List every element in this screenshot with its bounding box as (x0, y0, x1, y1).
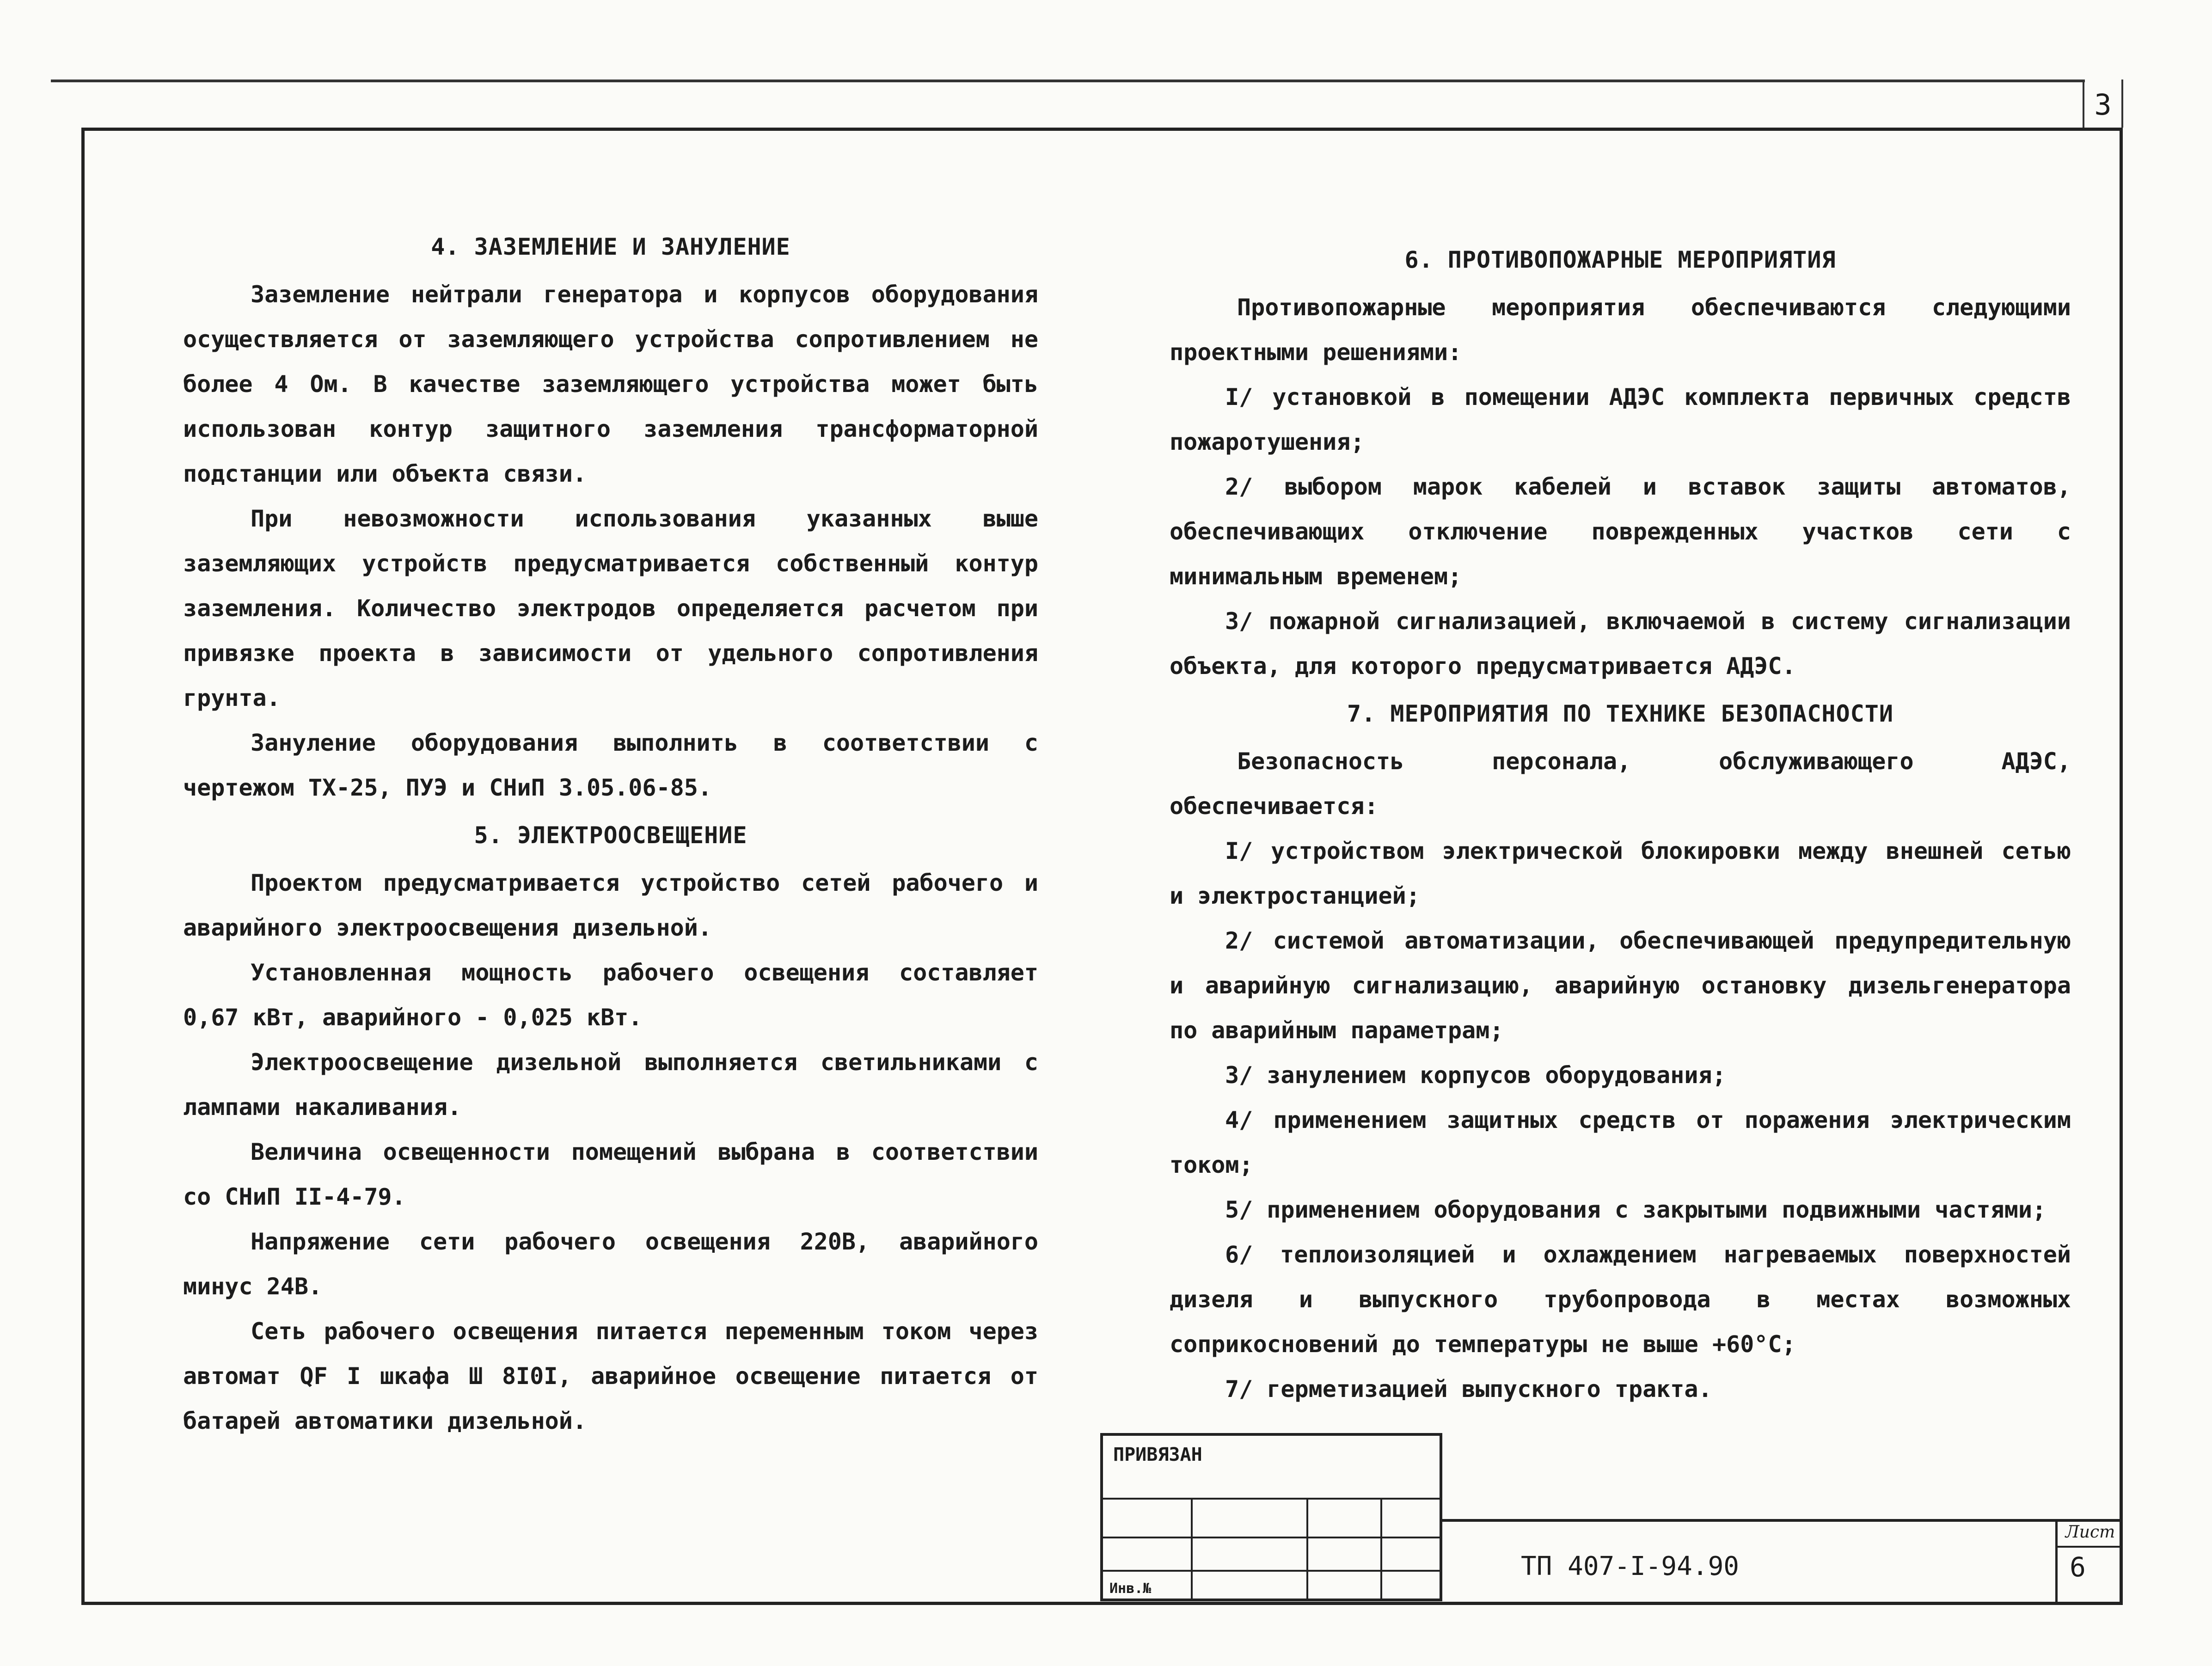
stamp-col-divider (1191, 1498, 1193, 1599)
binding-stamp-table (1100, 1433, 1442, 1601)
left-column (183, 222, 1038, 1444)
section-5-paragraph-3: Электроосвещение дизельной выполняется светильниками с лампами накаливания. (183, 1049, 1038, 1121)
stamp-row-divider (1103, 1570, 1440, 1572)
section-5-paragraph-5: Напряжение сети рабочего освещения 220В, аварийного минус 24В. (183, 1228, 1038, 1300)
section-6-paragraph-intro: Противопожарные мероприятия обеспечиваются следующими проектными решениями: (1170, 294, 2071, 366)
sheet-corner-mark (2083, 80, 2123, 128)
section-4-paragraph-2: При невозможности использования указанных выше заземляющих устройств предусматривается собственный контур заземления. Количество электродов определяется расчетом при привязке проекта в зависимости от удельного сопротивления грунта. (183, 505, 1038, 711)
section-5-paragraph-2: Установленная мощность рабочего освещения составляет 0,67 кВт, аварийного - 0,025 кВт. (183, 959, 1038, 1031)
stamp-row-divider (1103, 1537, 1440, 1538)
section-5-paragraph-1: Проектом предусматривается устройство сетей рабочего и аварийного электроосвещения дизельной. (183, 870, 1038, 941)
stamp-col-divider (1306, 1498, 1308, 1599)
section-7-item-4: 4/ применением защитных средств от поражения электрическим током; (1170, 1107, 2071, 1178)
stamp-row-divider (1103, 1498, 1440, 1500)
section-5-heading: 5. ЭЛЕКТРООСВЕЩЕНИЕ (474, 822, 748, 849)
sheet-number: 6 (2070, 1551, 2086, 1583)
section-7-item-7: 7/ герметизацией выпускного тракта. (1225, 1376, 1712, 1403)
section-7-item-1: I/ устройством электрической блокировки между внешней сетью и электростанцией; (1170, 838, 2071, 909)
top-border-line (51, 80, 2085, 82)
section-6-heading: 6. ПРОТИВОПОЖАРНЫЕ МЕРОПРИЯТИЯ (1404, 246, 1836, 273)
stamp-privyazan-label: ПРИВЯЗАН (1113, 1444, 1202, 1465)
section-7-item-5: 5/ применением оборудования с закрытыми подвижными частями; (1225, 1196, 2047, 1223)
stamp-inventory-label: Инв.№ (1109, 1580, 1152, 1597)
section-6-item-1: I/ установкой в помещении АДЭС комплекта первичных средств пожаротушения; (1170, 384, 2071, 455)
section-7-item-6: 6/ теплоизоляцией и охлаждением нагреваемых поверхностей дизеля и выпускного трубопровода в местах возможных соприкосновений до температуры не выше +60°С; (1170, 1241, 2071, 1358)
section-5-paragraph-4: Величина освещенности помещений выбрана в соответствии со СНиП II-4-79. (183, 1139, 1038, 1210)
section-7-heading: 7. МЕРОПРИЯТИЯ ПО ТЕХНИКЕ БЕЗОПАСНОСТИ (1347, 700, 1893, 727)
section-4-heading: 4. ЗАЗЕМЛЕНИЕ И ЗАНУЛЕНИЕ (431, 233, 790, 260)
section-7-item-3: 3/ занулением корпусов оборудования; (1225, 1062, 1726, 1089)
section-5-paragraph-6: Сеть рабочего освещения питается переменным током через автомат QF I шкафа Ш 8I0I, аварийное освещение питается от батарей автоматики дизельной. (183, 1318, 1038, 1434)
section-4-paragraph-1: Заземление нейтрали генератора и корпусов оборудования осуществляется от заземляющего устройства сопротивлением не более 4 Ом. В качестве заземляющего устройства может быть использован контур защитного заземления трансформаторной подстанции или объекта связи. (183, 281, 1038, 487)
section-4-paragraph-3: Зануление оборудования выполнить в соответствии с чертежом ТХ-25, ПУЭ и СНиП 3.05.06-85. (183, 729, 1038, 801)
section-7-item-2: 2/ системой автоматизации, обеспечивающей предупредительную и аварийную сигнализацию, аварийную остановку дизельгенератора по аварийным параметрам; (1170, 927, 2071, 1044)
right-column (1170, 235, 2071, 1412)
stamp-col-divider (1380, 1498, 1382, 1599)
title-block-line (1442, 1519, 2123, 1522)
document-code: ТП 407-I-94.90 (1521, 1551, 1740, 1581)
sheet-corner-number: 3 (2094, 88, 2112, 122)
sheet-number-box (2055, 1519, 2123, 1605)
sheet-label: Лист (2058, 1519, 2123, 1548)
section-7-paragraph-intro: Безопасность персонала, обслуживающего АДЭС, обеспечивается: (1170, 748, 2071, 820)
section-6-item-2: 2/ выбором марок кабелей и вставок защиты автоматов, обеспечивающих отключение поврежденных участков сети с минимальным временем; (1170, 473, 2071, 590)
section-6-item-3: 3/ пожарной сигнализацией, включаемой в систему сигнализации объекта, для которого предусматривается АДЭС. (1170, 608, 2071, 680)
